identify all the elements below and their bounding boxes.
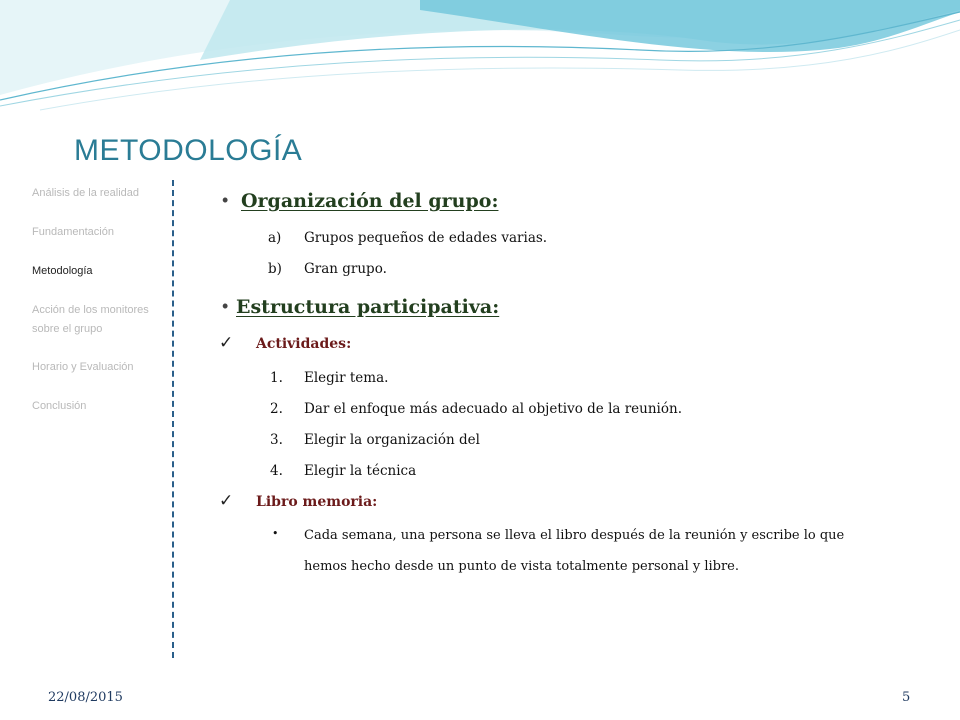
sidebar-item-accion[interactable]: Acción de los monitores sobre el grupo (32, 304, 149, 335)
activity-item-2: Dar el enfoque más adecuado al objetivo de la reunión. (304, 401, 682, 417)
activity-marker-3: 3. (270, 432, 283, 448)
section2-heading: Estructura participativa: (236, 296, 500, 318)
memoria-bullet: • (272, 527, 279, 540)
section2-bullet: • (222, 296, 229, 316)
activity-marker-2: 2. (270, 401, 283, 417)
memoria-label: Libro memoria: (256, 494, 378, 510)
slide-title: METODOLOGÍA (74, 134, 303, 167)
section1-bullet: • (222, 190, 229, 210)
activity-marker-1: 1. (270, 370, 283, 386)
activity-item-3: Elegir la organización del (304, 432, 480, 448)
section1-marker-b: b) (268, 261, 282, 277)
section1-marker-a: a) (268, 230, 282, 246)
activity-item-4: Elegir la técnica (304, 463, 417, 479)
page-number: 5 (902, 690, 911, 705)
sidebar-item-conclusion[interactable]: Conclusión (32, 400, 87, 412)
activities-label: Actividades: (256, 336, 352, 352)
sidebar-item-horario[interactable]: Horario y Evaluación (32, 361, 134, 373)
memoria-text-line1: Cada semana, una persona se lleva el libro después de la reunión y escribe lo que (304, 528, 845, 543)
memoria-text-line2: hemos hecho desde un punto de vista totalmente personal y libre. (304, 559, 740, 574)
footer-date: 22/08/2015 (48, 690, 123, 705)
activities-check-icon: ✓ (219, 333, 234, 353)
sidebar-item-fundamentacion[interactable]: Fundamentación (32, 226, 114, 238)
activity-item-1: Elegir tema. (304, 370, 389, 386)
section1-item-b: Gran grupo. (304, 261, 387, 277)
sidebar-item-metodologia[interactable]: Metodología (32, 265, 93, 277)
memoria-check-icon: ✓ (219, 491, 234, 511)
section1-heading: Organización del grupo: (241, 190, 499, 212)
section1-item-a: Grupos pequeños de edades varias. (304, 230, 548, 246)
sidebar-item-analisis[interactable]: Análisis de la realidad (32, 187, 140, 199)
activity-marker-4: 4. (270, 463, 283, 479)
